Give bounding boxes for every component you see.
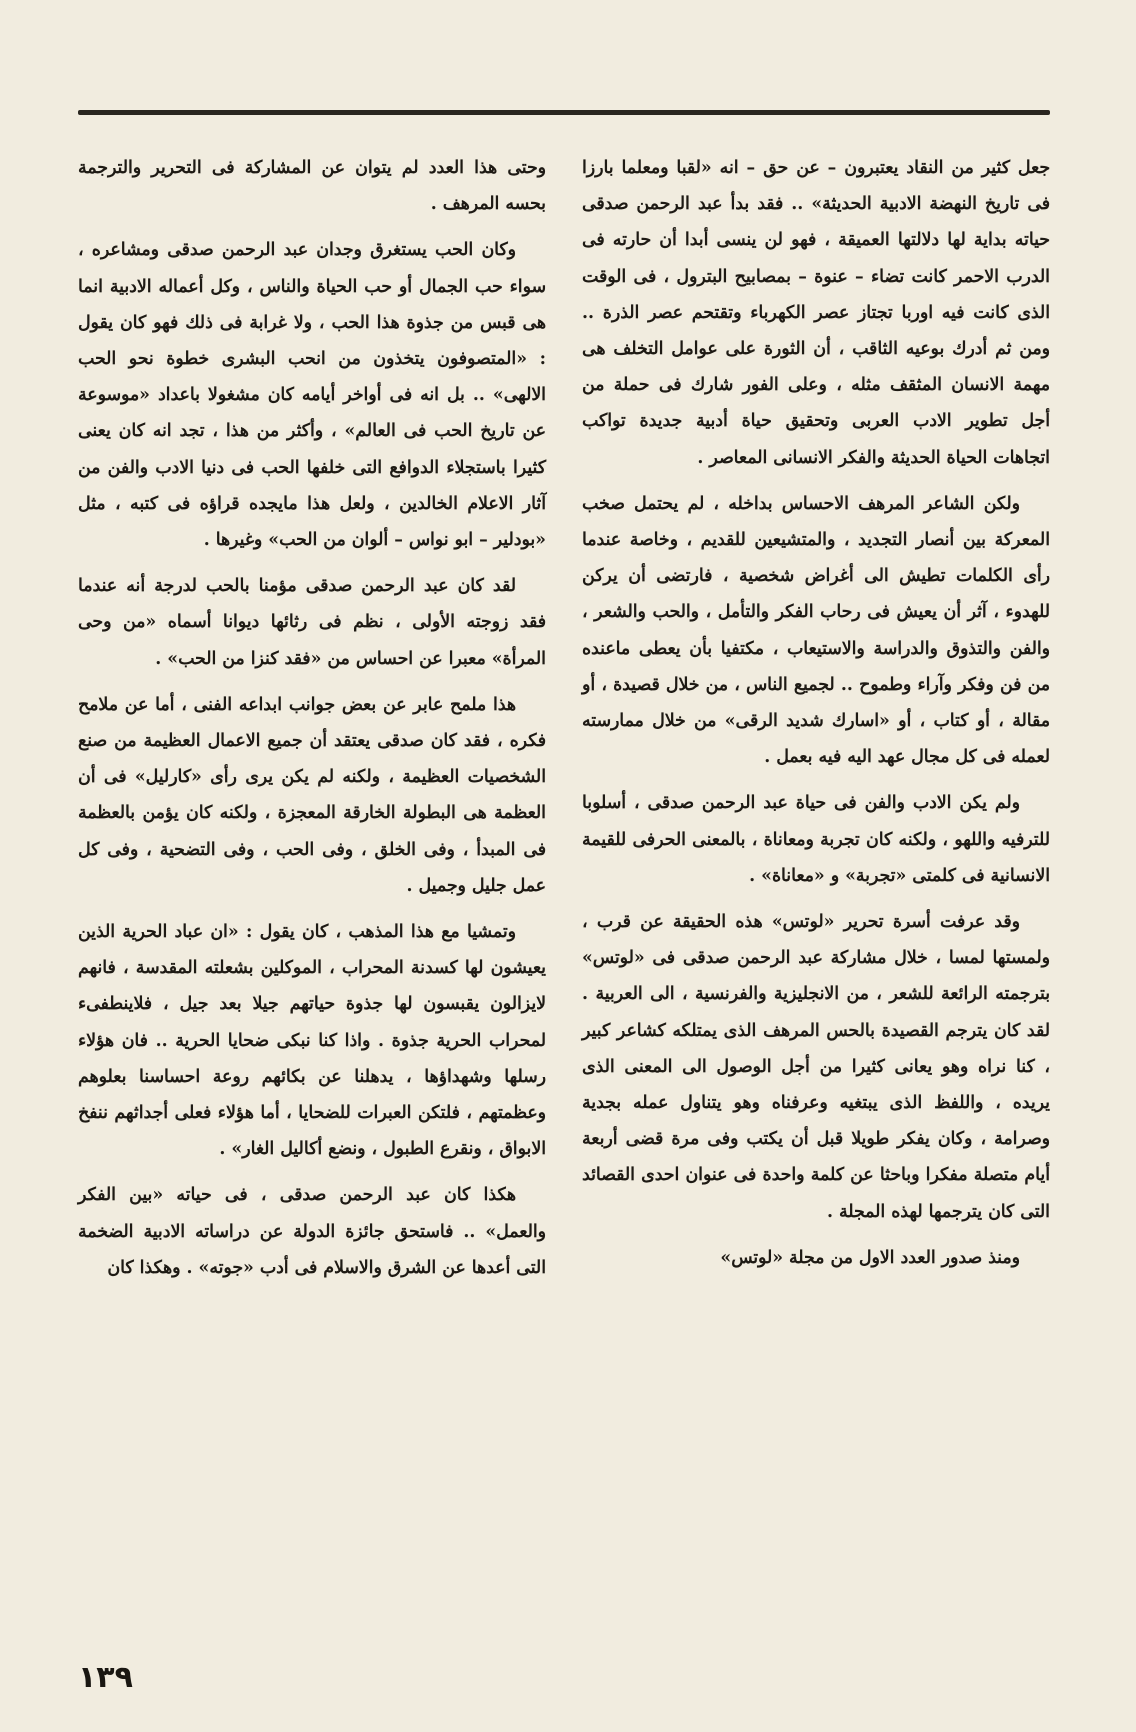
paragraph: لقد كان عبد الرحمن صدقى مؤمنا بالحب لدرجة أنه عندما فقد زوجته الأولى ، نظم فى رثائها ديوانا أسماه «من وحى المرأة» معبرا عن احساس من «فقد كنزا من الحب» . — [78, 576, 546, 669]
right-column — [582, 150, 1050, 1286]
paragraph: وتمشيا مع هذا المذهب ، كان يقول : «ان عباد الحرية الذين يعيشون لها كسدنة المحراب ، الموكلين بشعلته المقدسة ، فانهم لايزالون يقبسون لها جذوة حياتهم جيلا بعد جيل ، فلاينطفىء لمحراب الحرية جذوة . واذا كنا نبكى ضحايا الحرية .. فان هؤلاء رسلها وشهداؤها ، يدهلنا عن بكائهم روعة احساسنا بعلوهم وعظمتهم ، فلتكن العبرات للضحايا ، أما هؤلاء فعلى أجداثهم ننفخ الابواق ، ونقرع الطبول ، ونضع أكاليل الغار» . — [78, 922, 546, 1160]
paragraph: ومنذ صدور العدد الاول من مجلة «لوتس» — [720, 1247, 1020, 1268]
paragraph: جعل كثير من النقاد يعتبرون – عن حق – انه «لقبا ومعلما بارزا فى تاريخ النهضة الادبية الحديثة» .. فقد بدأ عبد الرحمن صدقى حياته بداية لها دلالتها العميقة ، فهو لن ينسى أبدا أن حارته فى الدرب الاحمر كانت تضاء – عنوة – بمصابيح البترول ، فى الوقت الذى كانت فيه اوربا تجتاز عصر الكهرباء وتقتحم عصر الذرة .. ومن ثم أدرك بوعيه الثاقب ، أن الثورة على عوامل التخلف هى مهمة الانسان المثقف مثله ، وعلى الفور شارك فى حملة من أجل تطوير الادب العربى وتحقيق حياة أدبية جديدة تواكب اتجاهات الحياة الحديثة والفكر الانسانى المعاصر . — [582, 158, 1050, 468]
paragraph: وحتى هذا العدد لم يتوان عن المشاركة فى التحرير والترجمة بحسه المرهف . — [78, 158, 546, 215]
page-number: ١٣٩ — [78, 1660, 133, 1695]
paragraph: وكان الحب يستغرق وجدان عبد الرحمن صدقى ومشاعره ، سواء حب الجمال أو حب الحياة والناس ، وكل أعماله الادبية انما هى قبس من جذوة هذا الحب ، ولا غرابة فى ذلك فهو كان يقول : «المتصوفون يتخذون من انحب البشرى خطوة نحو الحب الالهى» .. بل انه فى أواخر أيامه كان مشغولا باعداد «موسوعة عن تاريخ الحب فى العالم» ، وأكثر من هذا ، تجد انه كان يعنى كثيرا باستجلاء الدوافع التى خلفها الحب فى دنيا الادب والفن من آثار الاعلام الخالدين ، ولعل هذا مايجده قراؤه فى كتبه ، مثل «بودلير – ابو نواس – ألوان من الحب» وغيرها . — [78, 240, 546, 551]
left-column — [78, 150, 546, 1296]
top-rule — [78, 110, 1050, 115]
paragraph: هكذا كان عبد الرحمن صدقى ، فى حياته «بين الفكر والعمل» .. فاستحق جائزة الدولة عن دراساته الادبية الضخمة التى أعدها عن الشرق والاسلام فى أدب «جوته» . وهكذا كان — [78, 1185, 546, 1278]
paragraph: ولم يكن الادب والفن فى حياة عبد الرحمن صدقى ، أسلوبا للترفيه واللهو ، ولكنه كان تجربة ومعاناة ، بالمعنى الحرفى للقيمة الانسانية فى كلمتى «تجربة» و «معاناة» . — [582, 793, 1050, 886]
paragraph: هذا ملمح عابر عن بعض جوانب ابداعه الفنى ، أما عن ملامح فكره ، فقد كان صدقى يعتقد أن جميع الاعمال العظيمة من صنع الشخصيات العظيمة ، ولكنه لم يكن يرى رأى «كارليل» فى أن العظمة هى البطولة الخارقة المعجزة ، ولكنه كان يؤمن بالعظمة فى المبدأ ، وفى الخلق ، وفى الحب ، وفى التضحية ، وفى كل عمل جليل وجميل . — [78, 694, 546, 896]
paragraph: وقد عرفت أسرة تحرير «لوتس» هذه الحقيقة عن قرب ، ولمستها لمسا ، خلال مشاركة عبد الرحمن صدقى فى «لوتس» بترجمته الرائعة للشعر ، من الانجليزية والفرنسية ، الى العربية . لقد كان يترجم القصيدة بالحس المرهف الذى يمتلكه كشاعر كبير ، كنا نراه وهو يعانى كثيرا من أجل الوصول الى المعنى الذى يريده ، واللفظ الذى يبتغيه وعرفناه وهو يتناول عمله بجدية وصرامة ، وكان يفكر طويلا قبل أن يكتب وفى مرة قضى أربعة أيام متصلة مفكرا وباحثا عن كلمة واحدة فى عنوان احدى القصائد التى كان يترجمها لهذه المجلة . — [582, 912, 1050, 1222]
paragraph: ولكن الشاعر المرهف الاحساس بداخله ، لم يحتمل صخب المعركة بين أنصار التجديد ، والمتشيعين للقديم ، وخاصة عندما رأى الكلمات تطيش الى أغراض شخصية ، فارتضى أن يركن للهدوء ، آثر أن يعيش فى رحاب الفكر والتأمل ، والحب والشعر ، والفن والتذوق والدراسة والاستيعاب ، مكتفيا بأن يعطى ماعنده من فن وفكر وآراء وطموح .. لجميع الناس ، من خلال قصيدة ، أو مقالة ، أو كتاب ، أو «اسارك شديد الرقى» من خلال ممارسته لعمله فى كل مجال عهد اليه فيه بعمل . — [582, 493, 1050, 768]
